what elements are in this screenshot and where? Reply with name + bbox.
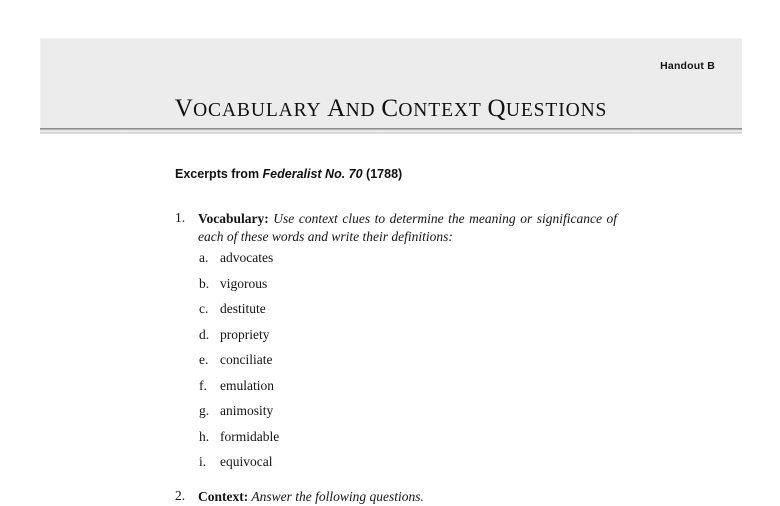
question-label-1: Vocabulary:	[198, 211, 269, 226]
vocab-word: formidable	[220, 428, 280, 444]
vocab-letter: b.	[199, 275, 210, 291]
vocab-letter: c.	[199, 301, 209, 316]
excerpt-source-line	[175, 167, 402, 181]
list-item	[199, 378, 499, 404]
title-initial-cap: C	[381, 95, 399, 122]
title-small-caps: ND	[345, 100, 376, 121]
title-word	[381, 95, 482, 122]
title-initial-cap: V	[174, 95, 194, 122]
vocab-letter: d.	[199, 326, 210, 342]
vocab-letter: f.	[199, 377, 207, 393]
vocab-letter: h.	[199, 428, 210, 444]
list-item	[199, 327, 499, 353]
question-text-2	[198, 488, 617, 506]
question-number-1: 1.	[175, 210, 186, 225]
question-prompt-1: Use context clues to determine the meaning or significance of each of these words and write their definitions:	[198, 211, 617, 244]
list-item	[199, 403, 499, 429]
question-prompt-2: Answer the following questions.	[248, 489, 424, 504]
vocab-letter: a.	[199, 250, 209, 265]
document-header-band	[40, 38, 742, 130]
handout-label: Handout B	[660, 60, 715, 72]
question-text-1	[198, 210, 617, 246]
vocab-word: vigorous	[220, 275, 268, 291]
list-item	[199, 352, 499, 378]
vocab-letter: i.	[199, 454, 207, 469]
vocabulary-list	[199, 250, 499, 480]
excerpt-work-title: Federalist No. 70	[262, 167, 363, 181]
title-small-caps: ONTEXT	[398, 100, 482, 121]
vocab-word: propriety	[220, 326, 270, 342]
vocab-word: destitute	[220, 301, 266, 316]
question-item-2	[175, 488, 617, 506]
list-item	[199, 301, 499, 327]
title-word	[327, 95, 376, 122]
title-word	[174, 95, 322, 122]
question-label-2: Context:	[198, 489, 249, 504]
title-initial-cap: A	[327, 95, 346, 122]
vocab-word: equivocal	[220, 454, 273, 469]
excerpt-year-text: (1788)	[362, 167, 403, 181]
vocab-word: emulation	[220, 377, 274, 393]
vocab-word: advocates	[220, 250, 274, 265]
page-title	[41, 95, 741, 123]
title-small-caps: OCABULARY	[193, 100, 322, 121]
vocab-letter: e.	[199, 352, 209, 367]
excerpt-lead-text: Excerpts from	[175, 167, 263, 181]
list-item	[199, 276, 499, 302]
list-item	[199, 429, 499, 455]
title-initial-cap: Q	[487, 95, 506, 122]
question-number-2: 2.	[175, 488, 186, 503]
title-word	[487, 95, 608, 122]
list-item	[199, 454, 499, 480]
list-item	[199, 250, 499, 276]
title-small-caps: UESTIONS	[505, 100, 608, 121]
vocab-word: animosity	[220, 403, 274, 418]
question-item-1	[175, 210, 617, 246]
vocab-letter: g.	[199, 403, 210, 418]
vocab-word: conciliate	[220, 352, 273, 367]
header-divider-rule	[40, 128, 742, 134]
